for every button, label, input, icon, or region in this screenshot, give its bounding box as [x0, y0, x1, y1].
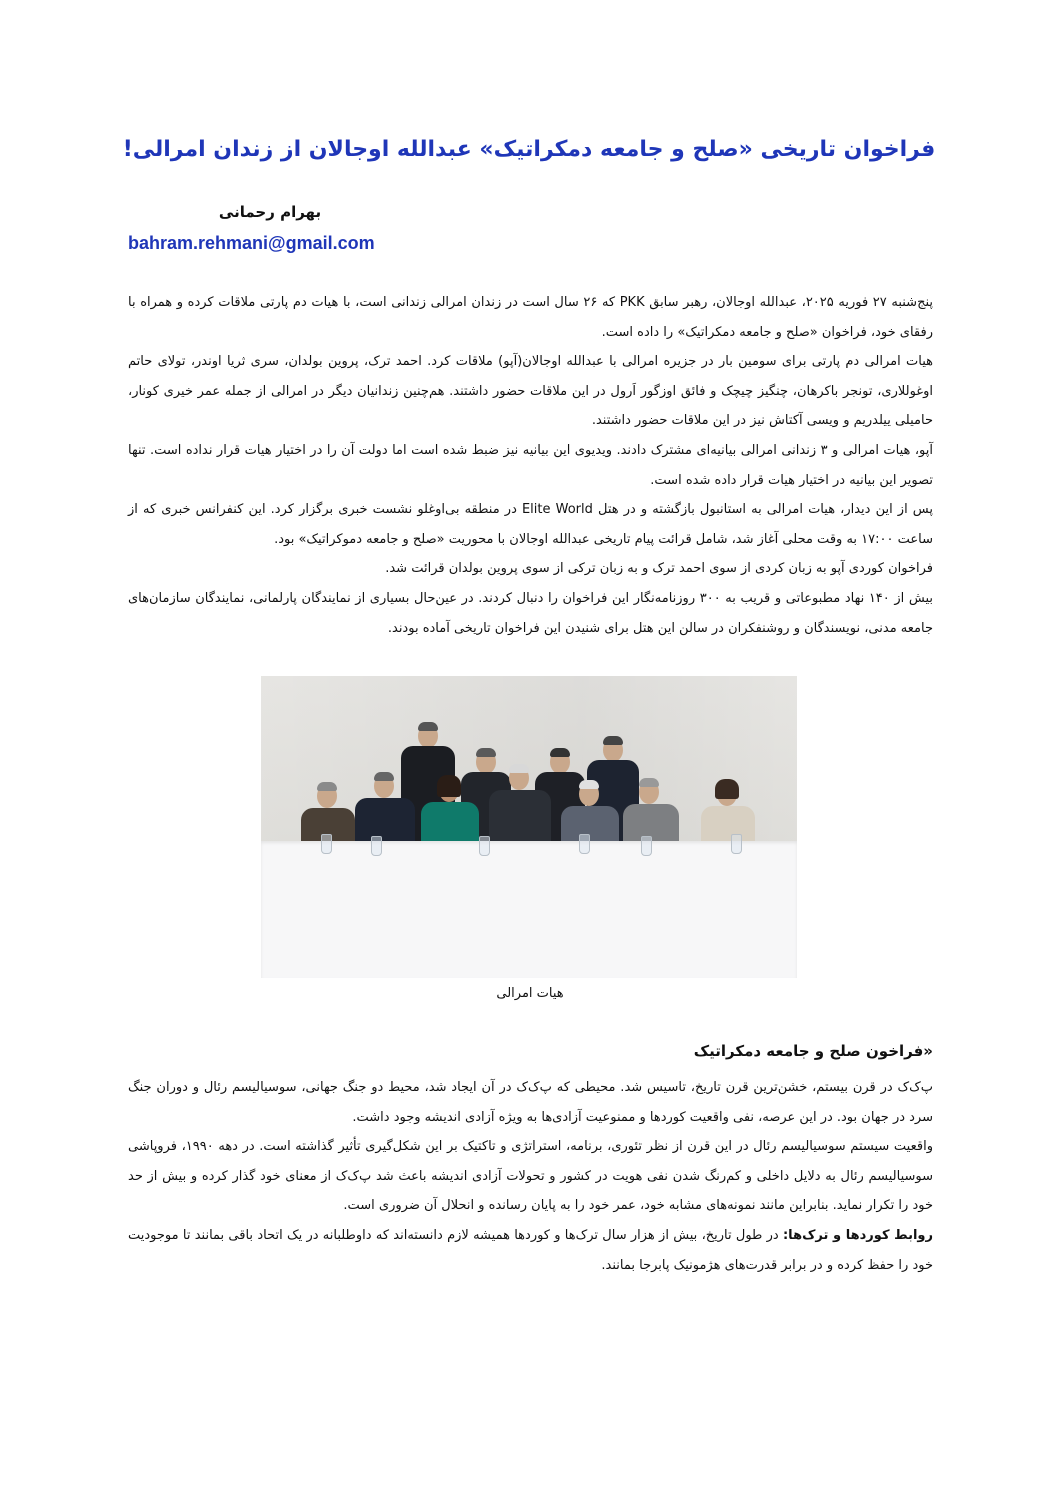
article-title: فراخوان تاریخی «صلح و جامعه دمکراتیک» عبدالله اوجالان از زندان امرالی!	[122, 137, 936, 162]
paragraph: پنج‌شنبه ۲۷ فوریه ۲۰۲۵، عبدالله اوجالان، رهبر سابق PKK که ۲۶ سال است در زندان امرالی زندانی است، با هیات دم پارتی ملاقات کرده و همراه با رفقای خود، فراخوان «صلح و جامعه دمکراتیک» را داده است.	[128, 295, 934, 340]
inline-heading: روابط کوردها و ترک‌ها:	[782, 1227, 933, 1243]
table-cloth	[261, 841, 797, 978]
paragraph: پ‌ک‌ک در قرن بیستم، خشن‌ترین قرن تاریخ، تاسیس شد. محیطی که پ‌ک‌ک در آن ایجاد شد، محیط دو جنگ جهانی، سوسیالیسم رئال و دوران جنگ سرد در جهان بود. در این عرصه، نفی واقعیت کوردها و ممنوعیت آزادی‌ها به ویژه آزادی اندیشه وجود داشت.	[128, 1080, 933, 1125]
section-heading: «فراخون صلح و جامعه دمکراتیک	[693, 1042, 933, 1060]
water-glass	[321, 834, 332, 854]
paragraph: واقعیت سیستم سوسیالیسم رئال در این قرن از نظر تئوری، برنامه، استراتژی و تاکتیک بر این شکل‌گیری تأثیر گذاشته است. در دهه ۱۹۹۰، فروپاشی سوسیالیسم رئال به دلایل داخلی و کم‌رنگ شدن نفی هویت در کشور و تحولات آزادی اندیشه باعث شد پ‌ک‌ک از معنای خود گذار کرده و بیش از حد خود را تکرار نماید. بنابراین مانند نمونه‌های مشابه خود، عمر خود را به پایان رسانده و انحلال آن ضروری است.	[128, 1139, 933, 1214]
water-glass	[371, 836, 382, 856]
paragraph: بیش از ۱۴۰ نهاد مطبوعاتی و قریب به ۳۰۰ روزنامه‌نگار این فراخوان را دنبال کردند. در عین‌حال بسیاری از نمایندگان پارلمانی، نمایندگان سازمان‌های جامعه مدنی، نویسندگان و روشنفکران در سالن این هتل برای شنیدن این فراخوان تاریخی آماده بودند.	[128, 590, 933, 636]
author-email[interactable]: bahram.rehmani@gmail.com	[128, 233, 375, 253]
water-glass	[731, 834, 742, 854]
section-body	[128, 1073, 933, 1280]
paragraph: پس از این دیدار، هیات امرالی به استانبول بازگشته و در هتل Elite World در منطقه بی‌اوغلو نشست خبری برگزار کرد. این کنفرانس خبری که از ساعت ۱۷:۰۰ به وقت محلی آغاز شد، شامل قرائت پیام تاریخی عبدالله اوجالان با محوریت «صلح و جامعه دموکراتیک» بود.	[128, 502, 933, 547]
figure-caption: هیات امرالی	[496, 986, 564, 1001]
article-body	[128, 288, 933, 643]
inline-text: در طول تاریخ، بیش از هزار سال ترک‌ها و کوردها همیشه لازم دانسته‌اند که داوطلبانه در یک اتحاد باقی بمانند تا موجودیت خود را حفظ کرده و در برابر قدرت‌های هژمونیک پابرجا بمانند.	[128, 1227, 933, 1273]
author-name: بهرام رحمانی	[218, 203, 322, 221]
paragraph: آپو، هیات امرالی و ۳ زندانی امرالی بیانیه‌ای مشترک دادند. ویدیوی این بیانیه نیز ضبط شده است اما دولت آن را در اختیار هیات قرار نداده است. تنها تصویر این بیانیه در اختیار هیات قرار داده شده است.	[128, 442, 933, 488]
paragraph: هیات امرالی دم پارتی برای سومین بار در جزیره امرالی با عبدالله اوجالان(آپو) ملاقات کرد. احمد ترک، پروین بولدان، سری ثریا اوندر، تولای حاتم اوغوللاری، تونجر باکرهان، چنگیز چیچک و فائق اوزگور اَرول در این ملاقات حضور داشتند. هم‌چنین زندانیان دیگر در امرالی از جمله عمر خیری کونار، حامیلی ییلدریم و ویسی آکتاش نیز در این ملاقات حضور داشتند.	[128, 354, 933, 429]
water-glass	[479, 836, 490, 856]
water-glass	[641, 836, 652, 856]
paragraph: فراخوان کوردی آپو به زبان کردی از سوی احمد ترک و به زبان ترکی از سوی پروین بولدان قرائت شد.	[385, 561, 933, 577]
water-glass	[579, 834, 590, 854]
group-photo	[261, 676, 797, 978]
paragraph-with-heading	[128, 1221, 933, 1280]
